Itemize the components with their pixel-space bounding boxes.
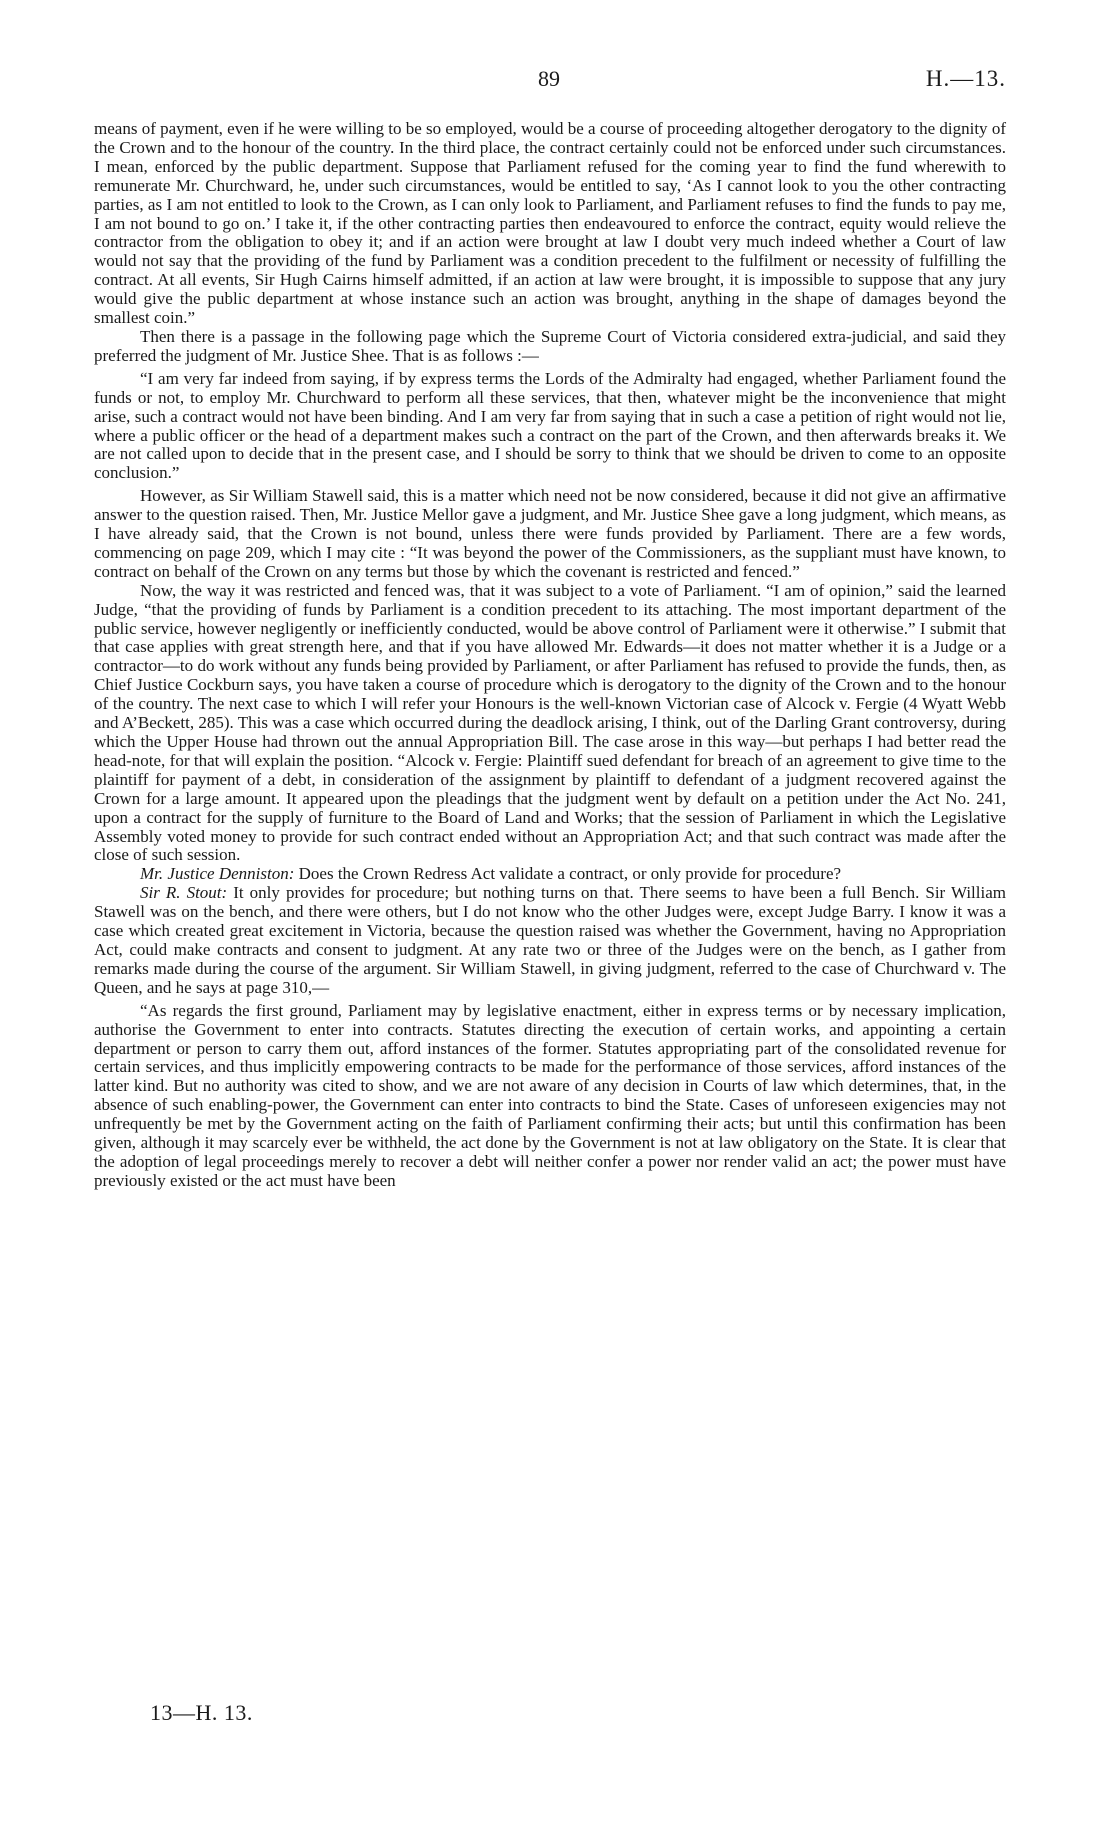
dialogue-paragraph [94, 884, 1006, 997]
page-number: 89 [538, 66, 560, 91]
block-quote: “I am very far indeed from saying, if by express terms the Lords of the Admiralty had engaged, whether Parliament found the funds or not, to employ Mr. Churchward to perform all these services, that then, whatever might be the inconvenience that might arise, such a contract would not have been binding. And I am very far from saying that in such a case a petition of right would not lie, where a public officer or the head of a department makes such a contract on the part of the Crown, and then afterwards breaks it. We are not called upon to decide that in the present case, and I should be sorry to think that we should be driven to come to an opposite conclusion.” [94, 368, 1006, 483]
paragraph: Now, the way it was restricted and fenced was, that it was subject to a vote of Parliament. “I am of opinion,” said the learned Judge, “that the providing of funds by Parliament is a condition precedent to its attaching. The most important department of the public service, however negligently or inefficiently conducted, would be above control of Parliament were it otherwise.” I submit that that case applies with great strength here, and that if you have allowed Mr. Edwards—it does not matter whether it is a Judge or a contractor—to do work without any funds being provided by Parliament, or after Parliament has refused to provide the funds, then, as Chief Justice Cockburn says, you have taken a course of procedure which is derogatory to the dignity of the Crown and to the honour of the country. The next case to which I will refer your Honours is the well-known Victorian case of Alcock v. Fergie (4 Wyatt Webb and A’Beckett, 285). This was a case which occurred during the deadlock arising, I think, out of the Darling Grant controversy, during which the Upper House had thrown out the annual Appropriation Bill. The case arose in this way—but perhaps I had better read the head-note, for that will explain the position. “Alcock v. Fergie: Plaintiff sued defendant for breach of an agreement to give time to the plaintiff for payment of a debt, in consideration of the assignment by plaintiff to defendant of a judgment recovered against the Crown for a large amount. It appeared upon the pleadings that the judgment went by default on a petition under the Act No. 241, upon a contract for the supply of furniture to the Board of Land and Works; that the session of Parliament in which the Legislative Assembly voted money to provide for such contract ended without an Appropriation Act; and that such contract was made after the close of such session. [94, 580, 1006, 865]
dialogue-paragraph [94, 865, 1006, 884]
speaker-name: Mr. Justice Denniston: [140, 864, 295, 884]
signature-mark: 13—H. 13. [150, 1700, 253, 1725]
speaker-name: Sir R. Stout: [140, 883, 228, 903]
document-reference: H.—13. [925, 66, 1006, 91]
paragraph: Then there is a passage in the following page which the Supreme Court of Victoria considered extra-judicial, and said they preferred the judgment of Mr. Justice Shee. That is as follows :— [94, 326, 1006, 365]
dialogue-text: Does the Crown Redress Act validate a contract, or only provide for procedure? [298, 864, 842, 884]
paragraph-continued: means of payment, even if he were willing to be so employed, would be a course of proceeding altogether derogatory to the dignity of the Crown and to the honour of the country. In the third place, the contract certainly could not be enforced under such circumstances. I mean, enforced by the public department. Suppose that Parliament refused for the coming year to find the fund wherewith to remunerate Mr. Churchward, he, under such circumstances, would be entitled to say, ‘As I cannot look to you the other contracting parties, as I am not entitled to look to the Crown, as I can only look to Parliament, and Parliament refuses to find the funds to pay me, I am not bound to go on.’ I take it, if the other contracting parties then endeavoured to enforce the contract, equity would relieve the contractor from the obligation to obey it; and if an action were brought at law I doubt very much indeed whether a Court of law would not say that the providing of the fund by Parliament was a condition precedent to the fulfilment or necessity of fulfilling the contract. At all events, Sir Hugh Cairns himself admitted, if an action at law were brought, it is impossible to suppose that any jury would give the public department at whose instance such an action was brought, anything in the shape of damages beyond the smallest coin.” [94, 119, 1006, 328]
dialogue-text: It only provides for procedure; but nothing turns on that. There seems to have been a full Bench. Sir William Stawell was on the bench, and there were others, but I do not know who the other Judges were, except Judge Barry. I know it was a case which created great excitement in Victoria, because the question raised was whether the Government, having no Appropriation Act, could make contracts and consent to judgment. At any rate two or three of the Judges were on the bench, as I gather from remarks made during the course of the argument. Sir William Stawell, in giving judgment, referred to the case of Churchward v. The Queen, and he says at page 310,— [94, 883, 1006, 997]
page-header [92, 66, 1006, 94]
paragraph: However, as Sir William Stawell said, this is a matter which need not be now considered, because it did not give an affirmative answer to the question raised. Then, Mr. Justice Mellor gave a judgment, and Mr. Justice Shee gave a long judgment, which means, as I have already said, that the Crown is not bound, unless there were funds provided by Parliament. There are a few words, commencing on page 209, which I may cite : “It was beyond the power of the Commissioners, as the suppliant must have known, to contract on behalf of the Crown on any terms but those by which the covenant is restricted and fenced.” [94, 486, 1006, 581]
body-text [94, 120, 1006, 1195]
block-quote: “As regards the first ground, Parliament may by legislative enactment, either in express terms or by necessary implication, authorise the Government to enter into contracts. Statutes directing the execution of certain works, and appointing a certain department or person to carry them out, afford instances of the former. Statutes appropriating part of the consolidated revenue for certain services, and thus implicitly empowering contracts to be made for the performance of those services, afford instances of the latter kind. But no authority was cited to show, and we are not aware of any decision in Courts of law which determines, that, in the absence of such enabling-power, the Government can enter into contracts to bind the State. Cases of unforeseen exigencies may not unfrequently be met by the Government acting on the faith of Parliament confirming their acts; but until this confirmation has been given, although it may scarcely ever be withheld, the act done by the Government is not at law obligatory on the State. It is clear that the adoption of legal proceedings merely to recover a debt will neither confer a power nor render valid an act; the power must have previously existed or the act must have been [94, 1000, 1006, 1190]
